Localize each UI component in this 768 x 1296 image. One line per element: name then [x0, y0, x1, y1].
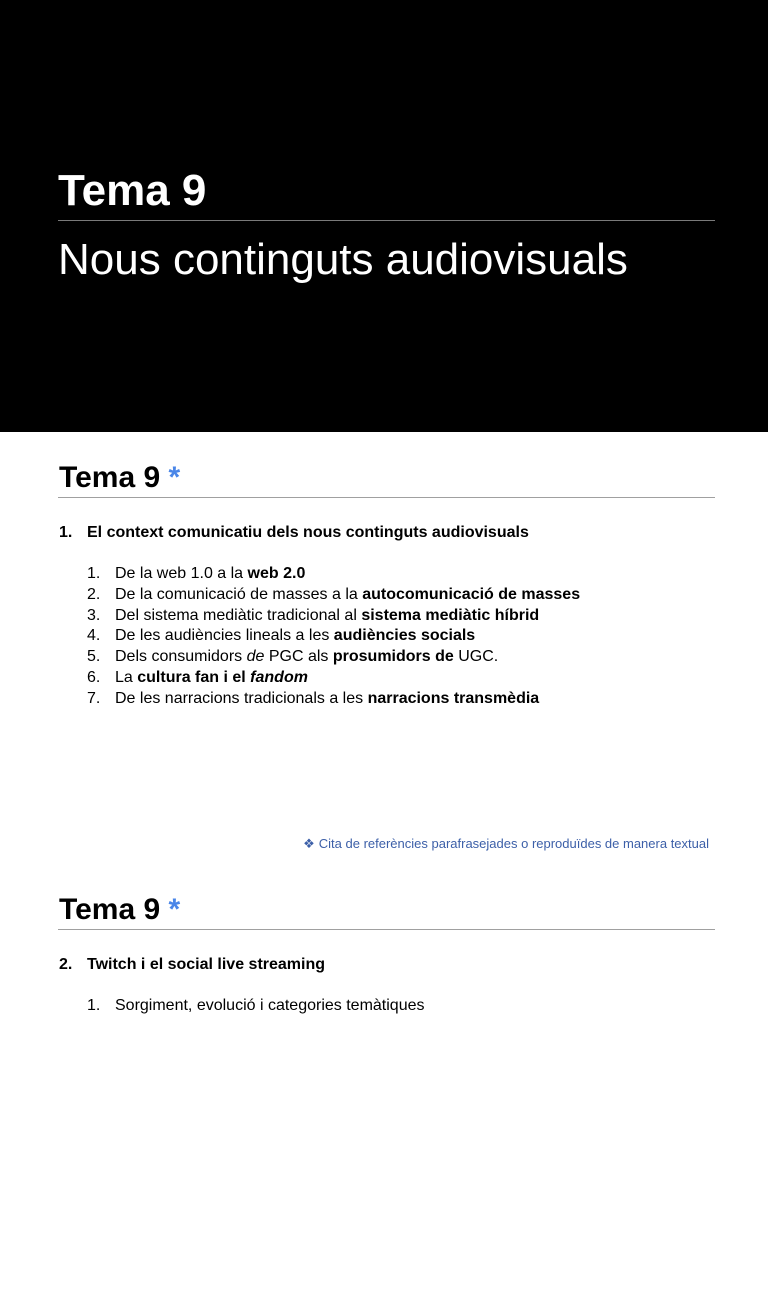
- slide-heading: [59, 890, 180, 930]
- list-item: [87, 668, 580, 689]
- title-slide-heading: Tema 9: [58, 166, 207, 215]
- slide-divider: [58, 929, 715, 930]
- section-heading: [59, 954, 325, 976]
- list-item-text: La: [115, 668, 138, 686]
- list-item-number: 2.: [87, 585, 101, 603]
- list-item-text: PGC als: [264, 648, 333, 666]
- content-slide-1: [0, 432, 768, 864]
- topic-list: [87, 564, 580, 710]
- title-slide: [0, 0, 768, 432]
- list-item-text: Dels consumidors: [115, 648, 247, 666]
- asterisk-mark: *: [168, 461, 181, 494]
- section-title: Twitch i el social live streaming: [87, 956, 326, 973]
- list-item-text: narracions transmèdia: [367, 689, 540, 707]
- list-item-text: Del sistema mediàtic tradicional al: [115, 606, 362, 624]
- slide-divider: [58, 497, 715, 498]
- slide-heading-text: Tema 9: [59, 893, 161, 926]
- citation-note-text: Cita de referències parafrasejades o reproduïdes de manera textual: [318, 836, 709, 851]
- citation-note: [303, 835, 709, 853]
- list-item: [87, 564, 580, 585]
- list-item-number: 6.: [87, 668, 101, 686]
- list-item-text: Sorgiment, evolució i categories temàtiques: [115, 997, 425, 1014]
- list-item-text: De les audiències lineals a les: [115, 627, 334, 645]
- list-item-text: fandom: [250, 668, 308, 686]
- section-number: 1.: [59, 524, 73, 541]
- section-heading: [59, 522, 529, 544]
- list-item-text: sistema mediàtic híbrid: [361, 606, 540, 624]
- list-item-text: audiències socials: [333, 627, 476, 645]
- list-item-number: 3.: [87, 606, 101, 624]
- list-item-number: 1.: [87, 997, 101, 1014]
- list-item-text: UGC.: [453, 648, 499, 666]
- list-item-number: 1.: [87, 565, 101, 582]
- list-item: [87, 689, 580, 710]
- list-item-text: cultura fan i el: [137, 668, 251, 686]
- content-slide-2: [0, 864, 768, 1296]
- list-item-text: de: [246, 648, 265, 666]
- list-item-text: De les narracions tradicionals a les: [115, 689, 368, 707]
- list-item-text: autocomunicació de masses: [362, 585, 581, 603]
- list-item-number: 7.: [87, 689, 101, 707]
- list-item-text: De la web 1.0 a la: [115, 565, 248, 582]
- title-slide-subtitle: Nous continguts audiovisuals: [58, 235, 628, 284]
- slide-heading-text: Tema 9: [59, 461, 161, 494]
- slide-heading: [59, 458, 180, 498]
- asterisk-mark: *: [168, 893, 181, 926]
- list-item-text: web 2.0: [247, 565, 306, 582]
- list-item-text: De la comunicació de masses a la: [115, 585, 363, 603]
- title-slide-divider: [58, 220, 715, 221]
- topic-list: [87, 996, 425, 1017]
- section-number: 2.: [59, 956, 73, 973]
- list-item-text: prosumidors de: [332, 648, 454, 666]
- list-item: [87, 996, 425, 1017]
- list-item: [87, 606, 580, 627]
- section-title: El context comunicatiu dels nous continguts audiovisuals: [87, 524, 529, 541]
- list-item-number: 5.: [87, 648, 101, 666]
- list-item: [87, 626, 580, 647]
- list-item: [87, 585, 580, 606]
- diamond-icon: ❖: [303, 836, 315, 851]
- list-item: [87, 647, 580, 668]
- list-item-number: 4.: [87, 627, 101, 645]
